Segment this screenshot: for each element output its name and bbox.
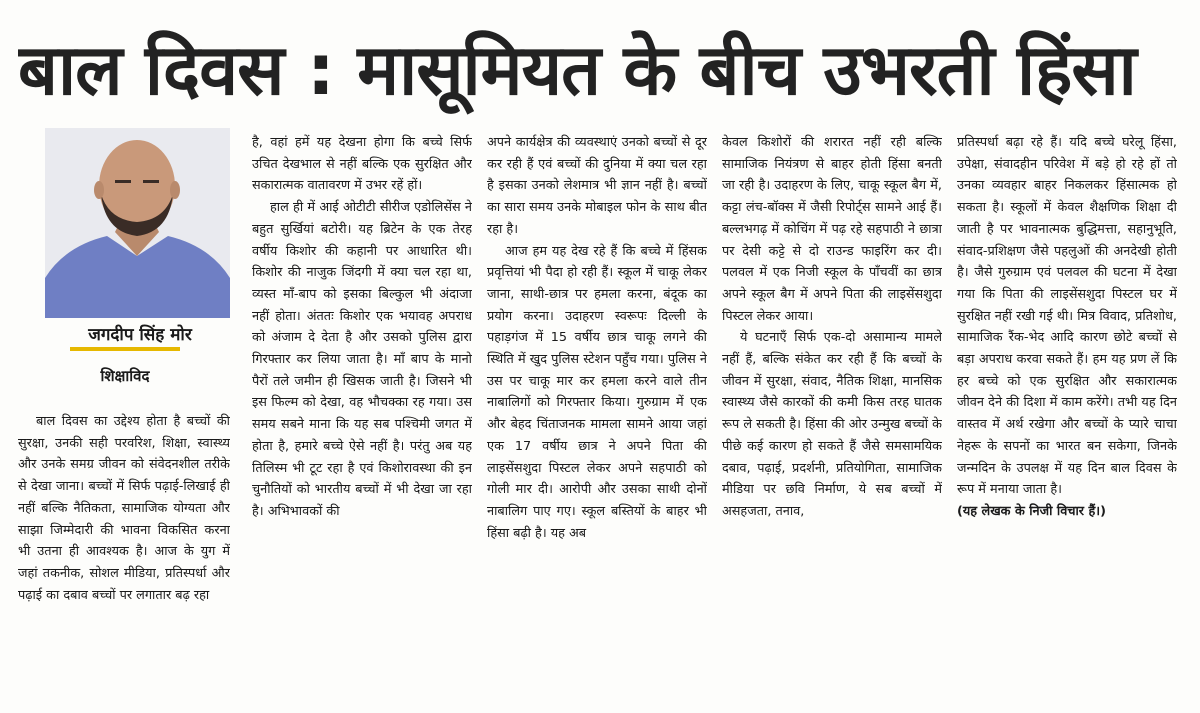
paragraph: आज हम यह देख रहे हैं कि बच्चे में हिंसक प्रवृत्तियां भी पैदा हो रही हैं। स्कूल में चाकू लेकर जाना, साथी-छात्र पर हमला करना, बंदूक का प्रयोग करना। उदाहरण स्वरूपः दिल्ली के पहाड़गंज में 15 वर्षीय छात्र चाकू लगने की स्थिति में खुद पुलिस स्टेशन पहुँच गया। पुलिस ने उस पर चाकू मार कर हमला करने वाले तीन नाबालिगों को गिरफ्तार किया। गुरुग्राम में एक और बेहद चिंताजनक मामला सामने आया जहां एक 17 वर्षीय छात्र ने अपने पिता की लाइसेंसशुदा पिस्टल लेकर अपने सहपाठी को गोली मार दी। आरोपी और उसका साथी दोनों नाबालिग पाए गए। स्कूल बस्तियों के बाहर भी हिंसा बढ़ी है। यह अब	[487, 243, 707, 541]
article-column-4	[722, 132, 942, 702]
article-column-2	[252, 132, 472, 702]
paragraph: बाल दिवस का उद्देश्य होता है बच्चों की सुरक्षा, उनकी सही परवरिश, शिक्षा, स्वास्थ्य और उनके समग्र जीवन को संवेदनशील तरीके से देखा जाना। बच्चों में सिर्फ पढ़ाई-लिखाई ही नहीं बल्कि नैतिकता, सामाजिक योग्यता और साझा जिम्मेदारी की भावना विकसित करना भी उतना ही आवश्यक है। आज के युग में जहां तकनीक, सोशल मीडिया, प्रतिस्पर्धा और पढ़ाई का दबाव बच्चों पर लगातार बढ़ रहा	[18, 414, 230, 603]
author-disclaimer: (यह लेखक के निजी विचार हैं।)	[957, 503, 1106, 519]
paragraph: ये घटनाएँ सिर्फ एक-दो असामान्य मामले नहीं हैं, बल्कि संकेत कर रही हैं कि बच्चों के जीवन में सुरक्षा, संवाद, नैतिक शिक्षा, मानसिक स्वास्थ्य जैसे कारकों की कमी किस तरह घातक रूप ले सकती है। हिंसा की ओर उन्मुख बच्चों के पीछे कई कारण हो सकते हैं जैसे समसामयिक दबाव, पढ़ाई, प्रदर्शनी, प्रतियोगिता, सामाजिक मीडिया पर छवि निर्माण, ये सब बच्चों में असहजता, तनाव,	[722, 330, 942, 519]
author-name: जगदीप सिंह मोर	[88, 325, 192, 345]
paragraph: हाल ही में आई ओटीटी सीरीज एडोलिसेंस ने बहुत सुर्खियां बटोरी। यह ब्रिटेन के एक तेरह वर्षीय किशोर की कहानी पर आधारित थी। किशोर की नाजुक जिंदगी में क्या चल रहा था, व्यस्त माँ-बाप को इसका बिल्कुल भी अंदाजा नहीं होता। अंततः किशोर एक भयावह अपराध को अंजाम दे देता है और उसको पुलिस द्वारा गिरफ्तार कर लिया जाता है। माँ बाप के मानो पैरों तले जमीन ही खिसक जाती है। जिसने भी इस फिल्म को देखा, वह भौचक्का रह गया। उस समय सबने माना कि यह सब पश्चिमी जगत में होता है, हमारे बच्चे ऐसे नहीं है। परंतु अब यह तिलिस्म भी टूट रहा है एवं किशोरावस्था की इन चुनौतियों को भारतीय बच्चों में भी देखा जा रहा है। अभिभावकों की	[252, 200, 472, 519]
paragraph: प्रतिस्पर्धा बढ़ा रहे हैं। यदि बच्चे घरेलू हिंसा, उपेक्षा, संवादहीन परिवेश में बड़े हो रहे हों तो उनका व्यवहार बाहर निकलकर हिंसात्मक हो सकता है। स्कूलों में केवल शैक्षणिक शिक्षा दी जाती है पर भावनात्मक बुद्धिमत्ता, सहानुभूति, संवाद-प्रशिक्षण जैसे पहलुओं की अनदेखी होती है। जैसे गुरुग्राम एवं पलवल की घटना में देखा गया कि पिता की लाइसेंसशुदा पिस्टल घर में सुरक्षित नहीं रखी गई थी। मित्र विवाद, प्रतिशोध, सामाजिक रैंक-भेद आदि कारण छोटे बच्चों से बड़ा अपराध करवा सकते हैं। हम यह प्रण लें कि हर बच्चे को एक सुरक्षित और सकारात्मक जीवन देने की दिशा में काम करेंगे। तभी यह दिन वास्तव में अर्थ रखेगा और बच्चों के प्यारे चाचा नेहरू के सपनों का भारत बन सकेगा, जिनके जन्मदिन के उपलक्ष में यह दिन बाल दिवस के रूप में मनाया जाता है।	[957, 135, 1177, 498]
author-role: शिक्षाविद	[100, 367, 150, 385]
byline-underline	[70, 347, 180, 351]
article-column-1	[18, 411, 230, 701]
author-photo	[45, 128, 230, 318]
article-headline: बाल दिवस : मासूमियत के बीच उभरती हिंसा	[18, 29, 1136, 111]
author-portrait-image	[45, 128, 230, 318]
paragraph: है, वहां हमें यह देखना होगा कि बच्चे सिर्फ उचित देखभाल से नहीं बल्कि एक सुरक्षित और सकारात्मक वातावरण में उभर रहें हों।	[252, 135, 472, 194]
paragraph: अपने कार्यक्षेत्र की व्यवस्थाएं उनको बच्चों से दूर कर रही हैं एवं बच्चों की दुनिया में क्या चल रहा है इसका उनको लेशमात्र भी ज्ञान नहीं है। बच्चों का सारा समय उनके मोबाइल फोन के साथ बीत रहा है।	[487, 135, 707, 237]
paragraph: केवल किशोरों की शरारत नहीं रही बल्कि सामाजिक नियंत्रण से बाहर होती हिंसा बनती जा रही है। उदाहरण के लिए, चाकू स्कूल बैग में, कट्टा लंच-बॉक्स में जैसी रिपोर्ट्स सामने आई हैं। बल्लभगढ़ में कोचिंग में पढ़ रहे सहपाठी ने छात्रा पर देसी कट्टे से दो राउन्ड फाइरिंग कर दी। पलवल में एक निजी स्कूल के पाँचवीं का छात्र अपने स्कूल बैग में अपने पिता की लाइसेंसशुदा पिस्टल लेकर आया।	[722, 135, 942, 324]
article-column-3	[487, 132, 707, 702]
article-column-5	[957, 132, 1177, 702]
